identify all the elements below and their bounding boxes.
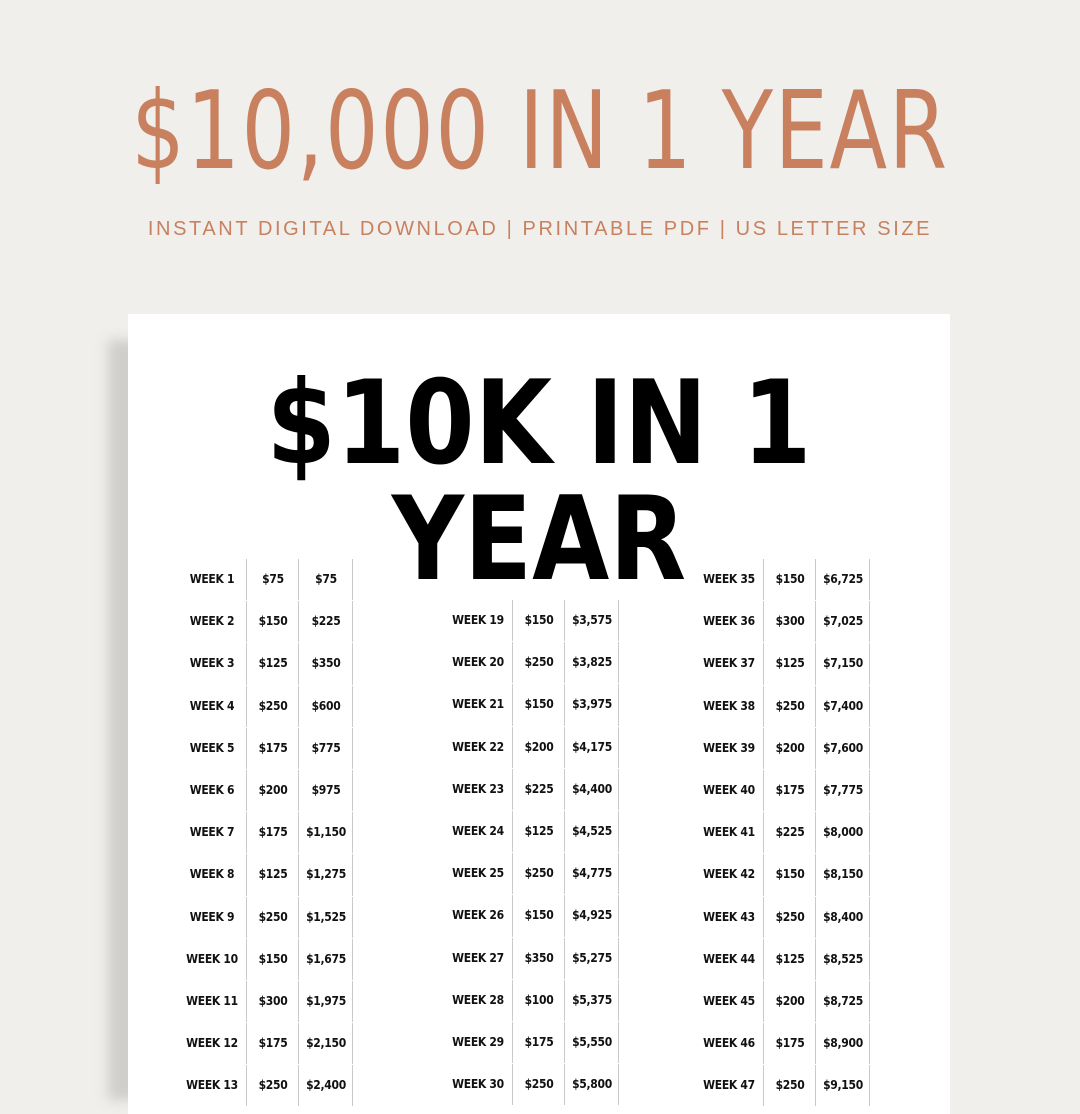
deposit-amount: $150 bbox=[512, 895, 565, 936]
deposit-amount: $250 bbox=[246, 897, 299, 938]
deposit-amount: $350 bbox=[512, 938, 565, 979]
week-label: WEEK 25 bbox=[452, 866, 504, 881]
week-label: WEEK 7 bbox=[189, 825, 235, 840]
deposit-amount: $150 bbox=[512, 684, 565, 725]
running-total: $350 bbox=[298, 643, 353, 684]
week-label: WEEK 30 bbox=[452, 1077, 504, 1092]
checkbox-cell[interactable] bbox=[869, 601, 904, 642]
running-total: $8,725 bbox=[815, 981, 870, 1022]
checkbox-cell[interactable] bbox=[869, 1023, 904, 1064]
deposit-amount: $150 bbox=[246, 939, 299, 980]
deposit-amount: $125 bbox=[763, 643, 816, 684]
deposit-amount: $175 bbox=[246, 812, 299, 853]
deposit-amount: $150 bbox=[512, 600, 565, 641]
running-total: $8,400 bbox=[815, 897, 870, 938]
week-label: WEEK 4 bbox=[189, 698, 235, 713]
checkbox-cell[interactable] bbox=[869, 981, 904, 1022]
week-label: WEEK 45 bbox=[703, 993, 755, 1008]
checkbox-cell[interactable] bbox=[869, 559, 904, 600]
deposit-amount: $125 bbox=[246, 643, 299, 684]
week-label: WEEK 39 bbox=[703, 740, 755, 755]
deposit-amount: $150 bbox=[763, 854, 816, 895]
running-total: $8,150 bbox=[815, 854, 870, 895]
checkbox-cell[interactable] bbox=[352, 981, 387, 1022]
deposit-amount: $250 bbox=[512, 853, 565, 894]
checkbox-cell[interactable] bbox=[352, 812, 387, 853]
week-label: WEEK 5 bbox=[189, 740, 235, 755]
running-total: $4,525 bbox=[564, 811, 619, 852]
running-total: $225 bbox=[298, 601, 353, 642]
checkbox-cell[interactable] bbox=[869, 1065, 904, 1106]
running-total: $1,275 bbox=[298, 854, 353, 895]
week-label: WEEK 27 bbox=[452, 950, 504, 965]
checkbox-cell[interactable] bbox=[618, 642, 653, 683]
checkbox-cell[interactable] bbox=[618, 1064, 653, 1105]
running-total: $4,925 bbox=[564, 895, 619, 936]
week-label: WEEK 44 bbox=[703, 951, 755, 966]
week-label: WEEK 3 bbox=[189, 656, 235, 671]
week-label: WEEK 41 bbox=[703, 825, 755, 840]
checkbox-cell[interactable] bbox=[352, 643, 387, 684]
week-label: WEEK 26 bbox=[452, 908, 504, 923]
deposit-amount: $100 bbox=[512, 980, 565, 1021]
deposit-amount: $250 bbox=[512, 1064, 565, 1105]
checkbox-cell[interactable] bbox=[869, 897, 904, 938]
running-total: $3,975 bbox=[564, 684, 619, 725]
running-total: $7,400 bbox=[815, 686, 870, 727]
week-label: WEEK 9 bbox=[189, 909, 235, 924]
running-total: $2,150 bbox=[298, 1023, 353, 1064]
checkbox-cell[interactable] bbox=[618, 938, 653, 979]
deposit-amount: $150 bbox=[246, 601, 299, 642]
running-total: $75 bbox=[298, 559, 353, 600]
checkbox-cell[interactable] bbox=[869, 686, 904, 727]
week-label: WEEK 12 bbox=[186, 1036, 238, 1051]
week-label: WEEK 24 bbox=[452, 823, 504, 838]
deposit-amount: $175 bbox=[763, 1023, 816, 1064]
week-label: WEEK 28 bbox=[452, 992, 504, 1007]
week-label: WEEK 38 bbox=[703, 698, 755, 713]
running-total: $8,525 bbox=[815, 939, 870, 980]
week-label: WEEK 47 bbox=[703, 1078, 755, 1093]
week-label: WEEK 42 bbox=[703, 867, 755, 882]
deposit-amount: $125 bbox=[763, 939, 816, 980]
checkbox-cell[interactable] bbox=[352, 728, 387, 769]
deposit-amount: $175 bbox=[246, 728, 299, 769]
running-total: $5,800 bbox=[564, 1064, 619, 1105]
running-total: $4,400 bbox=[564, 769, 619, 810]
running-total: $5,275 bbox=[564, 938, 619, 979]
deposit-amount: $175 bbox=[512, 1022, 565, 1063]
week-label: WEEK 36 bbox=[703, 614, 755, 629]
running-total: $1,675 bbox=[298, 939, 353, 980]
week-label: WEEK 13 bbox=[186, 1078, 238, 1093]
week-label: WEEK 11 bbox=[186, 993, 238, 1008]
deposit-amount: $200 bbox=[512, 727, 565, 768]
checkbox-cell[interactable] bbox=[869, 643, 904, 684]
deposit-amount: $300 bbox=[763, 601, 816, 642]
running-total: $8,000 bbox=[815, 812, 870, 853]
checkbox-cell[interactable] bbox=[352, 939, 387, 980]
deposit-amount: $300 bbox=[246, 981, 299, 1022]
deposit-amount: $225 bbox=[512, 769, 565, 810]
banner-title: $10,000 IN 1 YEAR bbox=[131, 69, 949, 194]
running-total: $7,600 bbox=[815, 728, 870, 769]
checkbox-cell[interactable] bbox=[618, 769, 653, 810]
deposit-amount: $200 bbox=[763, 728, 816, 769]
checkbox-cell[interactable] bbox=[869, 939, 904, 980]
checkbox-cell[interactable] bbox=[618, 895, 653, 936]
deposit-amount: $125 bbox=[246, 854, 299, 895]
checkbox-cell[interactable] bbox=[869, 812, 904, 853]
checkbox-cell[interactable] bbox=[618, 811, 653, 852]
week-label: WEEK 6 bbox=[189, 782, 235, 797]
week-label: WEEK 37 bbox=[703, 656, 755, 671]
deposit-amount: $225 bbox=[763, 812, 816, 853]
week-label: WEEK 35 bbox=[703, 572, 755, 586]
week-label: WEEK 2 bbox=[189, 614, 235, 629]
deposit-amount: $75 bbox=[246, 559, 299, 600]
running-total: $5,375 bbox=[564, 980, 619, 1021]
checkbox-cell[interactable] bbox=[352, 1023, 387, 1064]
deposit-amount: $125 bbox=[512, 811, 565, 852]
checkbox-cell[interactable] bbox=[618, 980, 653, 1021]
running-total: $3,575 bbox=[564, 600, 619, 641]
checkbox-cell[interactable] bbox=[352, 559, 387, 600]
running-total: $600 bbox=[298, 686, 353, 727]
running-total: $7,025 bbox=[815, 601, 870, 642]
week-label: WEEK 21 bbox=[452, 697, 504, 712]
week-label: WEEK 8 bbox=[189, 867, 235, 882]
deposit-amount: $250 bbox=[512, 642, 565, 683]
deposit-amount: $250 bbox=[763, 897, 816, 938]
checkbox-cell[interactable] bbox=[869, 728, 904, 769]
running-total: $4,775 bbox=[564, 853, 619, 894]
week-label: WEEK 40 bbox=[703, 782, 755, 797]
checkbox-cell[interactable] bbox=[618, 1022, 653, 1063]
running-total: $1,975 bbox=[298, 981, 353, 1022]
week-label: WEEK 10 bbox=[186, 951, 238, 966]
running-total: $7,150 bbox=[815, 643, 870, 684]
checkbox-cell[interactable] bbox=[352, 897, 387, 938]
running-total: $9,150 bbox=[815, 1065, 870, 1106]
running-total: $775 bbox=[298, 728, 353, 769]
running-total: $975 bbox=[298, 770, 353, 811]
checkbox-cell[interactable] bbox=[352, 601, 387, 642]
week-label: WEEK 1 bbox=[189, 572, 235, 586]
checkbox-cell[interactable] bbox=[618, 684, 653, 725]
week-label: WEEK 23 bbox=[452, 781, 504, 796]
deposit-amount: $200 bbox=[763, 981, 816, 1022]
checkbox-cell[interactable] bbox=[352, 770, 387, 811]
checkbox-cell[interactable] bbox=[352, 854, 387, 895]
checkbox-cell[interactable] bbox=[869, 854, 904, 895]
banner-subtitle: INSTANT DIGITAL DOWNLOAD | PRINTABLE PDF | US LETTER SIZE bbox=[147, 218, 933, 240]
checkbox-cell[interactable] bbox=[618, 727, 653, 768]
running-total: $2,400 bbox=[298, 1065, 353, 1106]
deposit-amount: $250 bbox=[246, 686, 299, 727]
deposit-amount: $250 bbox=[763, 1065, 816, 1106]
deposit-amount: $150 bbox=[763, 559, 816, 600]
checkbox-cell[interactable] bbox=[352, 686, 387, 727]
running-total: $8,900 bbox=[815, 1023, 870, 1064]
running-total: $5,550 bbox=[564, 1022, 619, 1063]
running-total: $6,725 bbox=[815, 559, 870, 600]
running-total: $1,525 bbox=[298, 897, 353, 938]
week-label: WEEK 46 bbox=[703, 1036, 755, 1051]
running-total: $7,775 bbox=[815, 770, 870, 811]
week-label: WEEK 19 bbox=[452, 613, 504, 627]
deposit-amount: $250 bbox=[246, 1065, 299, 1106]
week-label: WEEK 43 bbox=[703, 909, 755, 924]
checkbox-cell[interactable] bbox=[352, 1065, 387, 1106]
deposit-amount: $175 bbox=[246, 1023, 299, 1064]
deposit-amount: $175 bbox=[763, 770, 816, 811]
checkbox-cell[interactable] bbox=[618, 600, 653, 641]
checkbox-cell[interactable] bbox=[618, 853, 653, 894]
deposit-amount: $250 bbox=[763, 686, 816, 727]
checkbox-cell[interactable] bbox=[869, 770, 904, 811]
running-total: $3,825 bbox=[564, 642, 619, 683]
running-total: $4,175 bbox=[564, 727, 619, 768]
week-label: WEEK 20 bbox=[452, 655, 504, 670]
week-label: WEEK 22 bbox=[452, 739, 504, 754]
sheet-title: $10K IN 1 YEAR bbox=[266, 356, 812, 607]
week-label: WEEK 29 bbox=[452, 1034, 504, 1049]
deposit-amount: $200 bbox=[246, 770, 299, 811]
running-total: $1,150 bbox=[298, 812, 353, 853]
